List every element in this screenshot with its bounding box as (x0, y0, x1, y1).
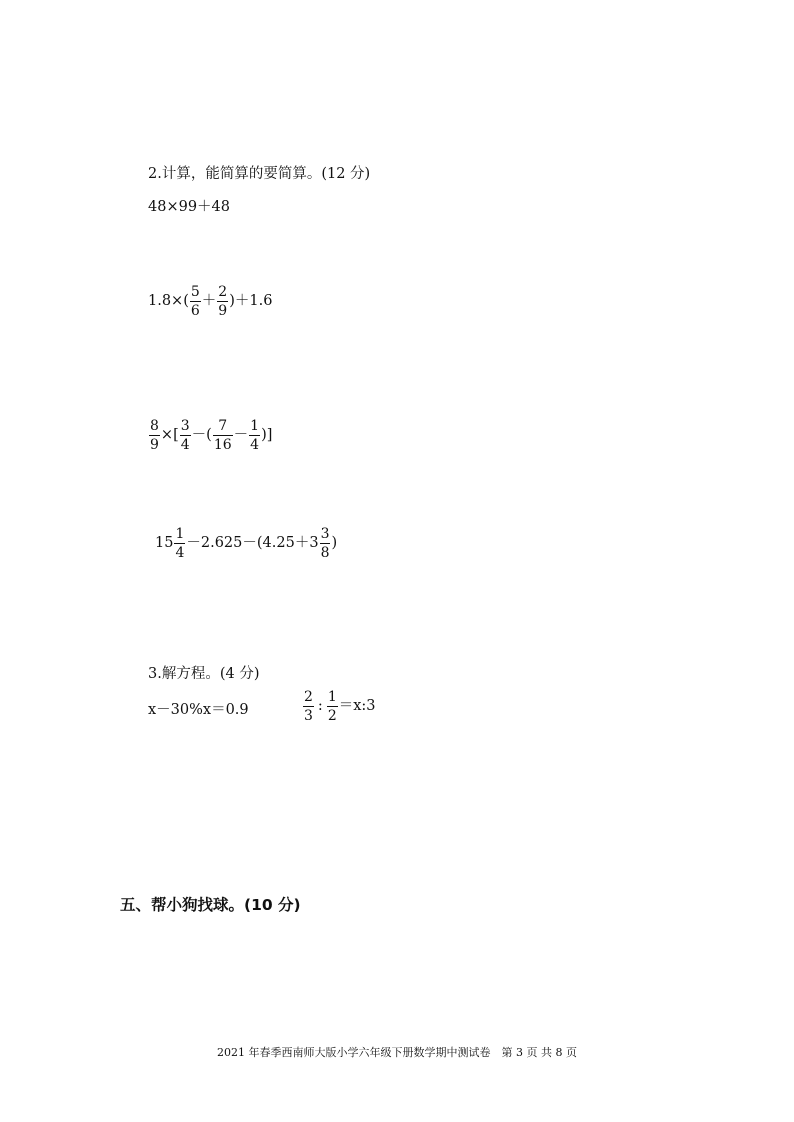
expr4-whole-1: 15 (155, 535, 174, 552)
q2-expression-1-text: 48×99＋48 (148, 199, 231, 215)
q3-heading (148, 667, 259, 682)
eq2-fraction-1 (303, 690, 314, 723)
q2-heading-text: 2.计算，能简算的要简算。(12 分) (148, 166, 371, 182)
expr2-fraction-2-denominator: 9 (218, 303, 228, 319)
expr4-part-b: ) (331, 535, 338, 552)
expr3-fraction-3-numerator: 1 (250, 418, 260, 434)
expr3-part-b: )] (261, 427, 273, 444)
expr4-part-a: －2.625－(4.25＋3 (186, 535, 319, 552)
expr3-part-a: ×[ (160, 427, 179, 444)
expr3-fraction-0-denominator: 9 (150, 437, 159, 453)
expr4-fraction-1 (174, 527, 185, 560)
eq2-fraction-2-denominator: 2 (327, 708, 337, 724)
q3-equation-1-text: x－30%x＝0.9 (148, 702, 249, 718)
q2-expression-1 (148, 200, 230, 215)
expr4-fraction-1-denominator: 4 (175, 545, 185, 561)
q3-heading-text: 3.解方程。(4 分) (148, 666, 260, 682)
q3-equation-1 (148, 703, 249, 718)
expr4-fraction-2-numerator: 3 (320, 526, 330, 542)
eq2-fraction-2-numerator: 1 (327, 689, 337, 705)
q2-expression-3 (148, 419, 272, 452)
expr3-fraction-3-denominator: 4 (250, 437, 260, 453)
expr3-fraction-2-numerator: 7 (218, 418, 228, 434)
eq2-fraction-2 (327, 690, 338, 723)
expr3-fraction-2-denominator: 16 (213, 437, 232, 453)
expr3-fraction-0 (149, 419, 160, 452)
expr2-fraction-2-numerator: 2 (218, 284, 228, 300)
expr3-fraction-1-numerator: 3 (180, 418, 190, 434)
expr3-fraction-0-numerator: 8 (150, 418, 159, 434)
expr4-fraction-2-denominator: 8 (320, 545, 330, 561)
expr4-fraction-2 (320, 527, 331, 560)
eq2-fraction-1-denominator: 3 (304, 708, 313, 724)
expr4-fraction-1-numerator: 1 (175, 526, 185, 542)
expr2-operator: ＋ (201, 293, 217, 310)
q2-expression-4 (155, 527, 337, 560)
eq2-fraction-1-numerator: 2 (304, 689, 313, 705)
expr3-operator-1: －( (191, 427, 212, 444)
expr2-fraction-1 (190, 285, 201, 318)
expr3-fraction-3 (249, 419, 260, 452)
q2-expression-2 (148, 285, 272, 318)
expr2-fraction-1-numerator: 5 (190, 284, 200, 300)
page-footer: 2021 年春季西南师大版小学六年级下册数学期中测试卷 第 3 页 共 8 页 (217, 1046, 577, 1059)
expr2-part-b: )＋1.6 (229, 293, 273, 310)
q2-heading (148, 167, 370, 182)
eq2-rest: ＝x:3 (338, 698, 376, 715)
expr3-fraction-1 (180, 419, 191, 452)
expr2-fraction-1-denominator: 6 (190, 303, 200, 319)
expr3-fraction-1-denominator: 4 (180, 437, 190, 453)
q3-equation-2 (302, 690, 376, 723)
expr2-part-a: 1.8×( (148, 293, 189, 310)
expr3-fraction-2 (213, 419, 233, 452)
expr2-fraction-2 (217, 285, 228, 318)
eq2-colon: : (317, 698, 323, 715)
section-5-title: 五、帮小狗找球。(10 分) (120, 896, 301, 914)
expr3-operator-2: － (233, 427, 249, 444)
